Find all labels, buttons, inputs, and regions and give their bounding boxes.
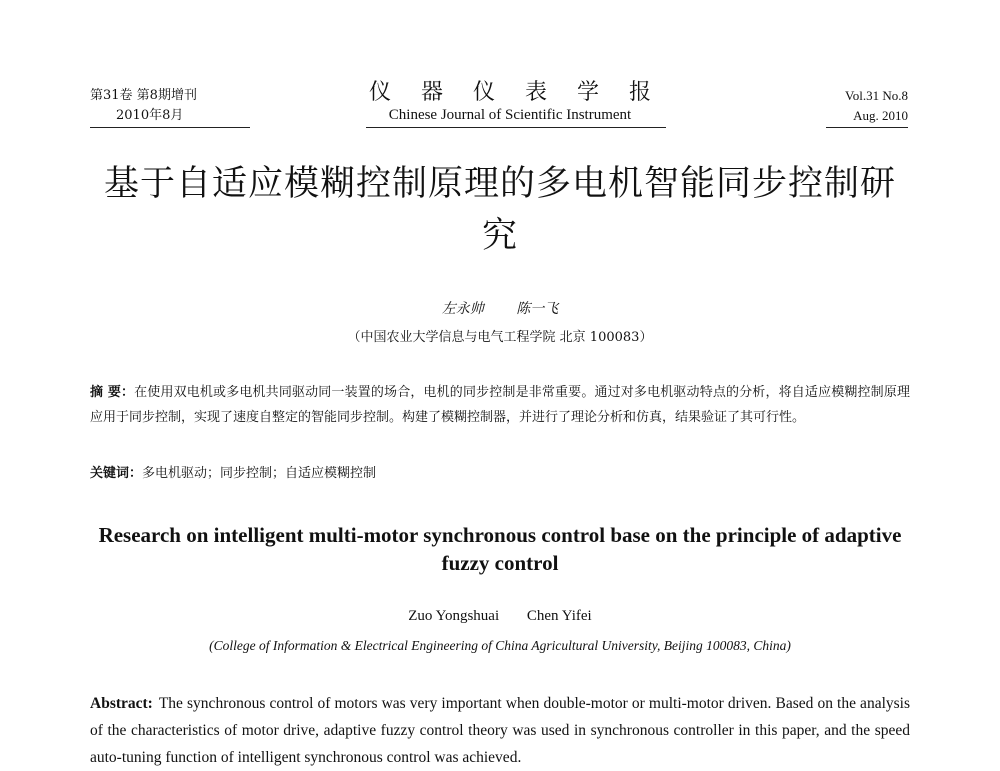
authors-en xyxy=(0,608,1000,625)
date-cn: 2010年8月 xyxy=(116,108,184,123)
authors-cn xyxy=(0,298,1000,318)
date-en: Aug. 2010 xyxy=(853,108,908,123)
author-cn: 陈一飞 xyxy=(516,301,559,317)
header-rule-left xyxy=(90,127,250,128)
abstract-label-en: Abstract: xyxy=(90,695,153,712)
journal-masthead xyxy=(300,80,720,124)
header-rule-right xyxy=(826,127,908,128)
abstract-text-cn: 在使用双电机或多电机共同驱动同一装置的场合，电机的同步控制是非常重要。通过对多电机驱动特点的分析，将自适应模糊控制原理应用于同步控制，实现了速度自整定的智能同步控制。构建了模糊控制器，并进行了理论分析和仿真，结果验证了其可行性。 xyxy=(90,385,910,425)
abstract-text-en: The synchronous control of motors was very important when double-motor or multi-motor driven. Based on the analysis of the characteristics of motor drive, adaptive fuzzy control theory was used in synchronous controller in this paper, and the speed auto-tuning function of intelligent synchronous control was achieved. xyxy=(90,695,910,766)
affiliation-en: (College of Information & Electrical Engineering of China Agricultural University, Beijing 100083, China) xyxy=(209,638,791,653)
abstract-cn xyxy=(90,380,910,430)
author-cn: 左永帅 xyxy=(441,301,484,317)
journal-name-cn: 仪器仪表学报 xyxy=(368,80,681,105)
volume-issue-cn: 第31卷 第8期增刊 xyxy=(90,88,197,103)
affiliation-cn: （中国农业大学信息与电气工程学院 北京 100083） xyxy=(347,330,653,345)
paper-title-en: Research on intelligent multi-motor synchronous control base on the principle of adaptive fuzzy control xyxy=(98,523,902,575)
header-right xyxy=(845,86,908,126)
keywords-text-cn: 多电机驱动；同步控制；自适应模糊控制 xyxy=(142,466,377,481)
keywords-cn xyxy=(90,461,910,486)
journal-name-en: Chinese Journal of Scientific Instrument xyxy=(388,107,632,123)
abstract-en xyxy=(90,690,910,771)
author-en: Chen Yifei xyxy=(526,608,592,624)
keywords-label-cn: 关键词： xyxy=(90,466,143,481)
author-en: Zuo Yongshuai xyxy=(408,608,500,624)
header-left xyxy=(90,86,197,126)
volume-issue-en: Vol.31 No.8 xyxy=(845,88,908,103)
abstract-label-cn: 摘 要： xyxy=(90,385,135,400)
paper-title-cn: 基于自适应模糊控制原理的多电机智能同步控制研究 xyxy=(103,164,896,256)
header-rule-center xyxy=(366,127,666,128)
